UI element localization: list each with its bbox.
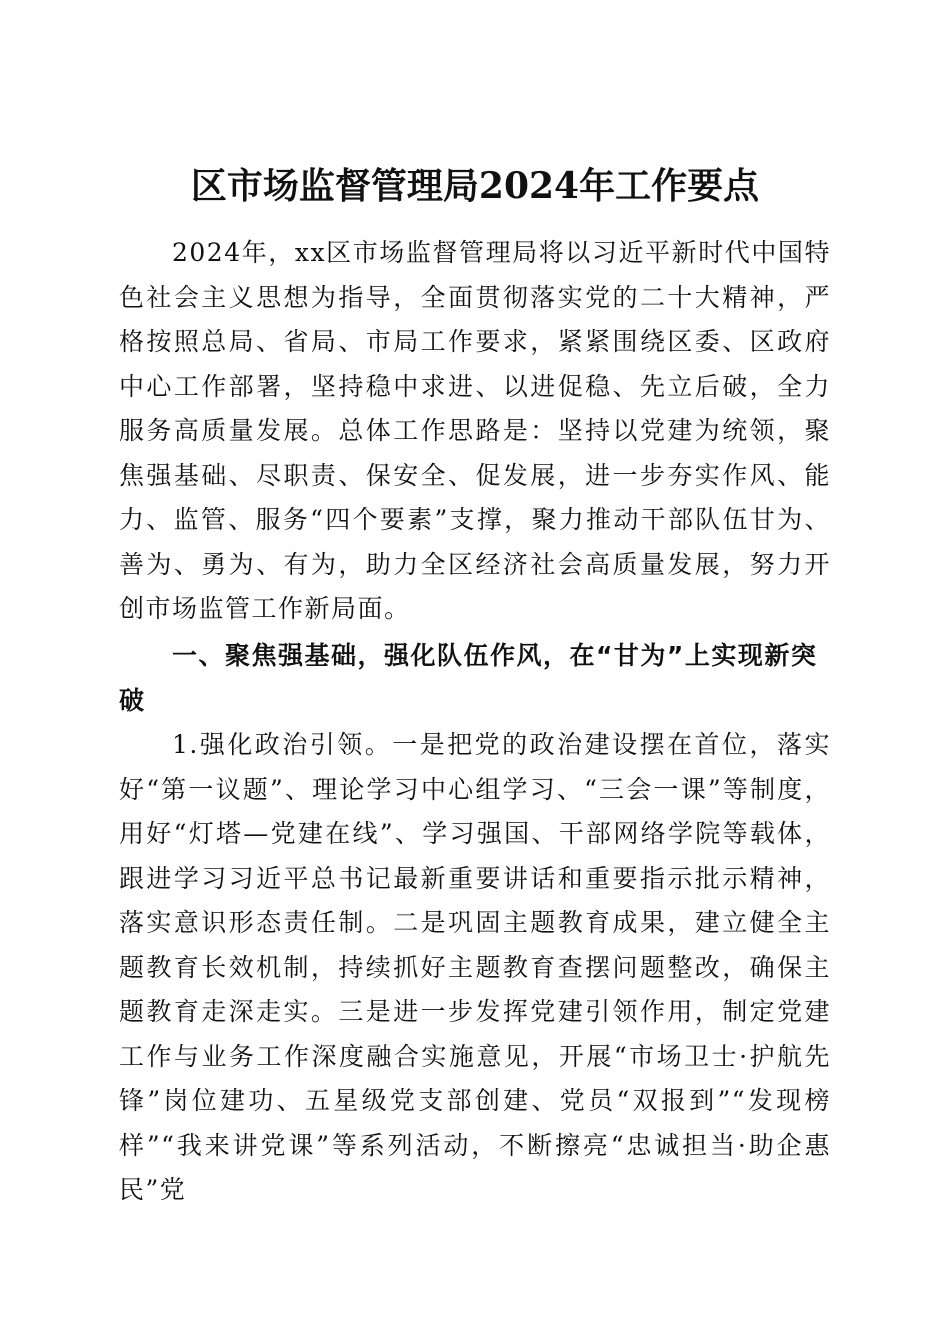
section-paragraph: 1.强化政治引领。一是把党的政治建设摆在首位，落实好“第一议题”、理论学习中心组学习、“三会一课”等制度，用好“灯塔—党建在线”、学习强国、干部网络学院等载体，跟进学习习近平总书记最新重要讲话和重要指示批示精神，落实意识形态责任制。二是巩固主题教育成果，建立健全主题教育长效机制，持续抓好主题教育查摆问题整改，确保主题教育走深走实。三是进一步发挥党建引领作用，制定党建工作与业务工作深度融合实施意见，开展“市场卫士·护航先锋”岗位建功、五星级党支部创建、党员“双报到”“发现榜样”“我来讲党课”等系列活动，不断擦亮“忠诚担当·助企惠民”党 [119, 730, 831, 1204]
section-heading: 一、聚焦强基础，强化队伍作风，在“甘为”上实现新突破 [119, 641, 818, 715]
intro-paragraph: 2024年，xx区市场监督管理局将以习近平新时代中国特色社会主义思想为指导，全面贯彻落实党的二十大精神，严格按照总局、省局、市局工作要求，紧紧围绕区委、区政府中心工作部署，坚持稳中求进、以进促稳、先立后破，全力服务高质量发展。总体工作思路是：坚持以党建为统领，聚焦强基础、尽职责、保安全、促发展，进一步夯实作风、能力、监管、服务“四个要素”支撑，聚力推动干部队伍甘为、善为、勇为、有为，助力全区经济社会高质量发展，努力开创市场监管工作新局面。 [119, 238, 831, 623]
document-title: 区市场监督管理局2024年工作要点 [190, 165, 760, 208]
